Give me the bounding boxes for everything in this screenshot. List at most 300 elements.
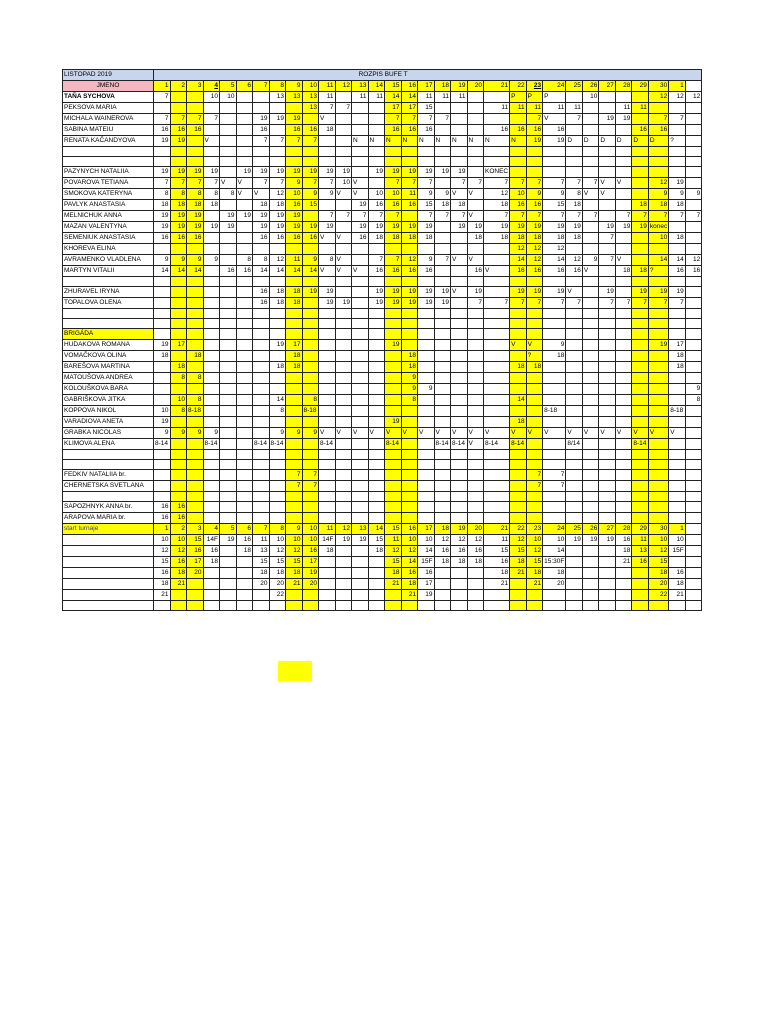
shift-cell[interactable] (648, 470, 668, 481)
shift-cell[interactable]: 19 (599, 114, 616, 125)
shift-cell[interactable] (385, 373, 402, 384)
shift-cell[interactable]: 12 (385, 546, 402, 557)
shift-cell[interactable] (335, 450, 352, 460)
shift-cell[interactable] (269, 601, 286, 611)
shift-cell[interactable] (253, 92, 270, 103)
shift-cell[interactable]: V (451, 428, 468, 439)
shift-cell[interactable] (352, 417, 369, 428)
shift-cell[interactable] (418, 492, 435, 502)
shift-cell[interactable] (451, 362, 468, 373)
shift-cell[interactable] (510, 309, 527, 319)
shift-cell[interactable] (599, 590, 616, 601)
shift-cell[interactable] (203, 340, 220, 351)
shift-cell[interactable] (352, 546, 369, 557)
shift-cell[interactable] (236, 222, 253, 233)
shift-cell[interactable]: 8 (269, 524, 286, 535)
shift-cell[interactable]: V (615, 255, 632, 266)
shift-cell[interactable]: 19 (236, 211, 253, 222)
shift-cell[interactable] (566, 481, 583, 492)
shift-cell[interactable]: 16 (632, 125, 649, 136)
shift-cell[interactable] (187, 319, 204, 329)
shift-cell[interactable] (543, 362, 566, 373)
shift-cell[interactable] (543, 460, 566, 470)
shift-cell[interactable]: 7 (434, 255, 451, 266)
shift-cell[interactable] (203, 384, 220, 395)
shift-cell[interactable] (615, 287, 632, 298)
shift-cell[interactable]: V (543, 428, 566, 439)
shift-cell[interactable] (685, 524, 702, 535)
shift-cell[interactable]: 18 (154, 351, 171, 362)
shift-cell[interactable]: 11 (451, 92, 468, 103)
shift-cell[interactable]: 19 (451, 167, 468, 178)
shift-cell[interactable] (451, 460, 468, 470)
shift-cell[interactable]: 7 (302, 470, 319, 481)
shift-cell[interactable] (385, 450, 402, 460)
shift-cell[interactable] (632, 502, 649, 513)
shift-cell[interactable]: 7 (526, 211, 543, 222)
shift-cell[interactable] (484, 362, 510, 373)
shift-cell[interactable] (484, 601, 510, 611)
shift-cell[interactable]: 21 (286, 579, 303, 590)
shift-cell[interactable]: 7 (253, 178, 270, 189)
shift-cell[interactable] (467, 590, 484, 601)
shift-cell[interactable]: 18 (269, 362, 286, 373)
shift-cell[interactable] (269, 460, 286, 470)
shift-cell[interactable] (566, 277, 583, 287)
shift-cell[interactable]: 9 (187, 428, 204, 439)
shift-cell[interactable] (269, 384, 286, 395)
shift-cell[interactable]: 11 (484, 535, 510, 546)
shift-cell[interactable] (220, 157, 237, 167)
shift-cell[interactable] (467, 384, 484, 395)
shift-cell[interactable] (685, 450, 702, 460)
day-header-cell[interactable]: 13 (352, 81, 369, 92)
employee-name[interactable]: CHERNETSKA SVETLANA (63, 481, 154, 492)
shift-cell[interactable] (220, 513, 237, 524)
shift-cell[interactable] (582, 329, 599, 340)
shift-cell[interactable]: 7 (632, 298, 649, 309)
shift-cell[interactable] (632, 373, 649, 384)
shift-cell[interactable]: 9 (685, 384, 702, 395)
shift-cell[interactable]: 7 (154, 114, 171, 125)
shift-cell[interactable] (187, 136, 204, 147)
shift-cell[interactable] (685, 601, 702, 611)
shift-cell[interactable]: 19 (510, 287, 527, 298)
shift-cell[interactable]: 12 (510, 535, 527, 546)
shift-cell[interactable] (319, 244, 336, 255)
shift-cell[interactable] (434, 395, 451, 406)
shift-cell[interactable]: 20 (187, 568, 204, 579)
shift-cell[interactable] (615, 406, 632, 417)
shift-cell[interactable] (220, 147, 237, 157)
shift-cell[interactable] (286, 450, 303, 460)
shift-cell[interactable] (599, 200, 616, 211)
shift-cell[interactable]: 8 (253, 255, 270, 266)
shift-cell[interactable] (615, 601, 632, 611)
shift-cell[interactable]: 17 (418, 579, 435, 590)
shift-cell[interactable] (335, 362, 352, 373)
shift-cell[interactable] (632, 244, 649, 255)
shift-cell[interactable] (615, 157, 632, 167)
shift-cell[interactable] (302, 351, 319, 362)
shift-cell[interactable] (170, 277, 187, 287)
shift-cell[interactable]: 16 (385, 266, 402, 277)
shift-cell[interactable] (236, 244, 253, 255)
shift-cell[interactable] (203, 568, 220, 579)
shift-cell[interactable] (352, 244, 369, 255)
shift-cell[interactable] (632, 395, 649, 406)
shift-cell[interactable]: 19 (368, 287, 385, 298)
shift-cell[interactable] (154, 329, 171, 340)
shift-cell[interactable]: 16 (187, 125, 204, 136)
shift-cell[interactable]: 7 (203, 114, 220, 125)
shift-cell[interactable]: 19 (484, 222, 510, 233)
shift-cell[interactable] (203, 329, 220, 340)
shift-cell[interactable]: 7 (319, 211, 336, 222)
shift-cell[interactable] (154, 470, 171, 481)
shift-cell[interactable] (187, 309, 204, 319)
shift-cell[interactable]: 10 (154, 406, 171, 417)
shift-cell[interactable] (203, 590, 220, 601)
shift-cell[interactable]: 18 (385, 233, 402, 244)
shift-cell[interactable] (669, 481, 686, 492)
shift-cell[interactable] (368, 351, 385, 362)
shift-cell[interactable] (685, 481, 702, 492)
shift-cell[interactable] (401, 319, 418, 329)
shift-cell[interactable] (286, 417, 303, 428)
employee-name[interactable]: GABRIŠKOVA JITKA (63, 395, 154, 406)
shift-cell[interactable] (170, 298, 187, 309)
shift-cell[interactable] (203, 157, 220, 167)
shift-cell[interactable] (648, 329, 668, 340)
shift-cell[interactable] (154, 287, 171, 298)
shift-cell[interactable]: 7 (385, 255, 402, 266)
shift-cell[interactable]: 14 (187, 266, 204, 277)
shift-cell[interactable] (418, 502, 435, 513)
shift-cell[interactable] (253, 470, 270, 481)
shift-cell[interactable] (187, 492, 204, 502)
shift-cell[interactable] (526, 601, 543, 611)
shift-cell[interactable]: 19 (286, 167, 303, 178)
shift-cell[interactable]: V (352, 189, 369, 200)
shift-cell[interactable] (220, 557, 237, 568)
shift-cell[interactable] (236, 136, 253, 147)
shift-cell[interactable]: V (467, 428, 484, 439)
shift-cell[interactable] (648, 147, 668, 157)
shift-cell[interactable]: 8 (302, 395, 319, 406)
shift-cell[interactable] (319, 362, 336, 373)
shift-cell[interactable] (368, 319, 385, 329)
shift-cell[interactable]: 19 (170, 222, 187, 233)
shift-cell[interactable]: 7 (510, 298, 527, 309)
shift-cell[interactable]: D (648, 136, 668, 147)
shift-cell[interactable] (418, 601, 435, 611)
shift-cell[interactable]: 7 (582, 178, 599, 189)
shift-cell[interactable] (685, 502, 702, 513)
shift-cell[interactable]: 9 (418, 255, 435, 266)
shift-cell[interactable]: V (526, 428, 543, 439)
shift-cell[interactable] (685, 590, 702, 601)
shift-cell[interactable]: 19 (401, 222, 418, 233)
shift-cell[interactable] (385, 277, 402, 287)
shift-cell[interactable]: V (352, 428, 369, 439)
shift-cell[interactable] (418, 309, 435, 319)
shift-cell[interactable] (352, 492, 369, 502)
shift-cell[interactable] (526, 329, 543, 340)
shift-cell[interactable] (352, 579, 369, 590)
shift-cell[interactable] (599, 211, 616, 222)
shift-cell[interactable]: 16 (154, 513, 171, 524)
shift-cell[interactable] (467, 460, 484, 470)
shift-cell[interactable] (170, 147, 187, 157)
shift-cell[interactable] (510, 373, 527, 384)
shift-cell[interactable]: 9 (154, 255, 171, 266)
shift-cell[interactable]: 7 (484, 298, 510, 309)
shift-cell[interactable]: 9 (302, 189, 319, 200)
shift-cell[interactable] (352, 309, 369, 319)
shift-cell[interactable]: 18 (526, 568, 543, 579)
shift-cell[interactable] (236, 147, 253, 157)
shift-cell[interactable]: 15 (648, 557, 668, 568)
shift-cell[interactable] (253, 406, 270, 417)
shift-cell[interactable]: 19 (269, 211, 286, 222)
shift-cell[interactable]: 19 (154, 417, 171, 428)
shift-cell[interactable] (286, 373, 303, 384)
shift-cell[interactable] (253, 384, 270, 395)
shift-cell[interactable] (220, 450, 237, 460)
shift-cell[interactable]: 15 (543, 200, 566, 211)
shift-cell[interactable] (510, 157, 527, 167)
shift-cell[interactable]: 11 (253, 535, 270, 546)
shift-cell[interactable] (566, 579, 583, 590)
shift-cell[interactable]: 10 (648, 233, 668, 244)
shift-cell[interactable] (302, 244, 319, 255)
shift-cell[interactable] (526, 277, 543, 287)
shift-cell[interactable] (632, 406, 649, 417)
shift-cell[interactable]: 8-14 (484, 439, 510, 450)
shift-cell[interactable] (615, 384, 632, 395)
day-header-cell[interactable]: 8 (269, 81, 286, 92)
shift-cell[interactable] (302, 513, 319, 524)
shift-cell[interactable] (510, 406, 527, 417)
shift-cell[interactable] (451, 351, 468, 362)
shift-cell[interactable]: 7 (385, 114, 402, 125)
shift-cell[interactable] (286, 319, 303, 329)
shift-cell[interactable] (368, 450, 385, 460)
shift-cell[interactable]: 19 (566, 535, 583, 546)
shift-cell[interactable]: 14 (401, 557, 418, 568)
shift-cell[interactable] (632, 450, 649, 460)
shift-cell[interactable]: 7 (434, 114, 451, 125)
shift-cell[interactable] (236, 114, 253, 125)
shift-cell[interactable]: 7 (154, 92, 171, 103)
employee-name[interactable]: BAREŠOVA MARTINA (63, 362, 154, 373)
shift-cell[interactable]: P (543, 92, 566, 103)
shift-cell[interactable] (220, 136, 237, 147)
shift-cell[interactable] (418, 351, 435, 362)
shift-cell[interactable]: 18 (451, 200, 468, 211)
shift-cell[interactable] (401, 340, 418, 351)
shift-cell[interactable]: 18 (510, 417, 527, 428)
shift-cell[interactable] (203, 103, 220, 114)
shift-cell[interactable] (352, 298, 369, 309)
shift-cell[interactable] (335, 147, 352, 157)
shift-cell[interactable]: 18 (615, 266, 632, 277)
shift-cell[interactable] (543, 147, 566, 157)
shift-cell[interactable] (669, 309, 686, 319)
shift-cell[interactable]: 9 (434, 189, 451, 200)
shift-cell[interactable] (187, 470, 204, 481)
shift-cell[interactable]: 7 (669, 298, 686, 309)
shift-cell[interactable] (154, 309, 171, 319)
shift-cell[interactable] (418, 362, 435, 373)
shift-cell[interactable]: 18 (286, 298, 303, 309)
shift-cell[interactable]: 8-14 (632, 439, 649, 450)
shift-cell[interactable] (632, 255, 649, 266)
shift-cell[interactable] (286, 147, 303, 157)
shift-cell[interactable] (170, 492, 187, 502)
shift-cell[interactable] (599, 502, 616, 513)
shift-cell[interactable]: 18 (236, 546, 253, 557)
shift-cell[interactable] (236, 406, 253, 417)
shift-cell[interactable] (484, 481, 510, 492)
shift-cell[interactable] (615, 92, 632, 103)
shift-cell[interactable] (203, 579, 220, 590)
shift-cell[interactable] (434, 319, 451, 329)
shift-cell[interactable] (335, 492, 352, 502)
shift-cell[interactable]: konec (648, 222, 668, 233)
shift-cell[interactable]: 19 (566, 222, 583, 233)
day-header-cell[interactable]: 29 (632, 81, 649, 92)
shift-cell[interactable] (648, 351, 668, 362)
shift-cell[interactable]: 16 (669, 266, 686, 277)
shift-cell[interactable] (526, 384, 543, 395)
shift-cell[interactable] (269, 351, 286, 362)
shift-cell[interactable] (685, 579, 702, 590)
shift-cell[interactable]: 18 (401, 351, 418, 362)
shift-cell[interactable]: V (335, 233, 352, 244)
shift-cell[interactable] (615, 329, 632, 340)
employee-name[interactable] (63, 319, 154, 329)
shift-cell[interactable] (335, 481, 352, 492)
shift-cell[interactable] (599, 546, 616, 557)
shift-cell[interactable] (352, 329, 369, 340)
shift-cell[interactable] (286, 395, 303, 406)
shift-cell[interactable]: 8-18 (669, 406, 686, 417)
shift-cell[interactable]: 7 (302, 136, 319, 147)
shift-cell[interactable] (566, 557, 583, 568)
shift-cell[interactable]: V (319, 114, 336, 125)
shift-cell[interactable] (685, 125, 702, 136)
shift-cell[interactable]: 19 (582, 535, 599, 546)
shift-cell[interactable]: 12 (669, 92, 686, 103)
shift-cell[interactable] (253, 147, 270, 157)
shift-cell[interactable] (615, 579, 632, 590)
shift-cell[interactable]: 18 (484, 200, 510, 211)
shift-cell[interactable] (187, 460, 204, 470)
shift-cell[interactable] (203, 492, 220, 502)
shift-cell[interactable] (187, 103, 204, 114)
shift-cell[interactable] (203, 351, 220, 362)
shift-cell[interactable]: 16 (368, 266, 385, 277)
shift-cell[interactable] (566, 417, 583, 428)
shift-cell[interactable]: 16 (632, 557, 649, 568)
shift-cell[interactable] (368, 362, 385, 373)
shift-cell[interactable]: 7 (269, 178, 286, 189)
shift-cell[interactable] (510, 590, 527, 601)
shift-cell[interactable] (368, 384, 385, 395)
shift-cell[interactable]: 7 (187, 114, 204, 125)
shift-cell[interactable] (236, 200, 253, 211)
shift-cell[interactable]: 19 (352, 535, 369, 546)
shift-cell[interactable]: 19 (154, 340, 171, 351)
shift-cell[interactable]: 19 (599, 535, 616, 546)
shift-cell[interactable]: 16 (302, 125, 319, 136)
shift-cell[interactable]: 16 (418, 266, 435, 277)
shift-cell[interactable] (170, 470, 187, 481)
shift-cell[interactable]: 16 (615, 535, 632, 546)
shift-cell[interactable] (484, 395, 510, 406)
shift-cell[interactable]: 16 (236, 266, 253, 277)
shift-cell[interactable]: 7 (543, 178, 566, 189)
shift-cell[interactable] (434, 590, 451, 601)
shift-cell[interactable] (335, 579, 352, 590)
shift-cell[interactable] (170, 244, 187, 255)
shift-cell[interactable] (253, 373, 270, 384)
employee-name[interactable]: MAZAN VALENTYNA (63, 222, 154, 233)
shift-cell[interactable]: 14 (269, 266, 286, 277)
shift-cell[interactable] (582, 492, 599, 502)
shift-cell[interactable]: 7 (615, 298, 632, 309)
day-header-cell[interactable]: 14 (368, 81, 385, 92)
shift-cell[interactable]: 19 (599, 287, 616, 298)
shift-cell[interactable] (352, 590, 369, 601)
shift-cell[interactable] (203, 450, 220, 460)
shift-cell[interactable] (434, 481, 451, 492)
shift-cell[interactable] (648, 157, 668, 167)
shift-cell[interactable] (510, 329, 527, 340)
shift-cell[interactable]: 9 (543, 340, 566, 351)
shift-cell[interactable]: 7 (526, 114, 543, 125)
shift-cell[interactable] (434, 351, 451, 362)
shift-cell[interactable] (203, 513, 220, 524)
shift-cell[interactable] (467, 579, 484, 590)
shift-cell[interactable]: 18 (368, 233, 385, 244)
shift-cell[interactable] (352, 340, 369, 351)
shift-cell[interactable]: 7 (566, 114, 583, 125)
shift-cell[interactable] (582, 147, 599, 157)
shift-cell[interactable]: 18 (269, 200, 286, 211)
shift-cell[interactable]: 11 (385, 535, 402, 546)
shift-cell[interactable]: 19 (418, 222, 435, 233)
shift-cell[interactable]: 16 (220, 266, 237, 277)
shift-cell[interactable]: 15 (253, 557, 270, 568)
shift-cell[interactable] (319, 395, 336, 406)
shift-cell[interactable] (319, 590, 336, 601)
shift-cell[interactable] (632, 157, 649, 167)
shift-cell[interactable] (685, 298, 702, 309)
shift-cell[interactable]: 12 (648, 178, 668, 189)
shift-cell[interactable] (302, 147, 319, 157)
shift-cell[interactable] (302, 319, 319, 329)
employee-name[interactable] (63, 590, 154, 601)
shift-cell[interactable] (302, 601, 319, 611)
shift-cell[interactable]: V (401, 428, 418, 439)
shift-cell[interactable] (685, 557, 702, 568)
shift-cell[interactable] (467, 309, 484, 319)
shift-cell[interactable]: 20 (543, 579, 566, 590)
shift-cell[interactable] (648, 244, 668, 255)
